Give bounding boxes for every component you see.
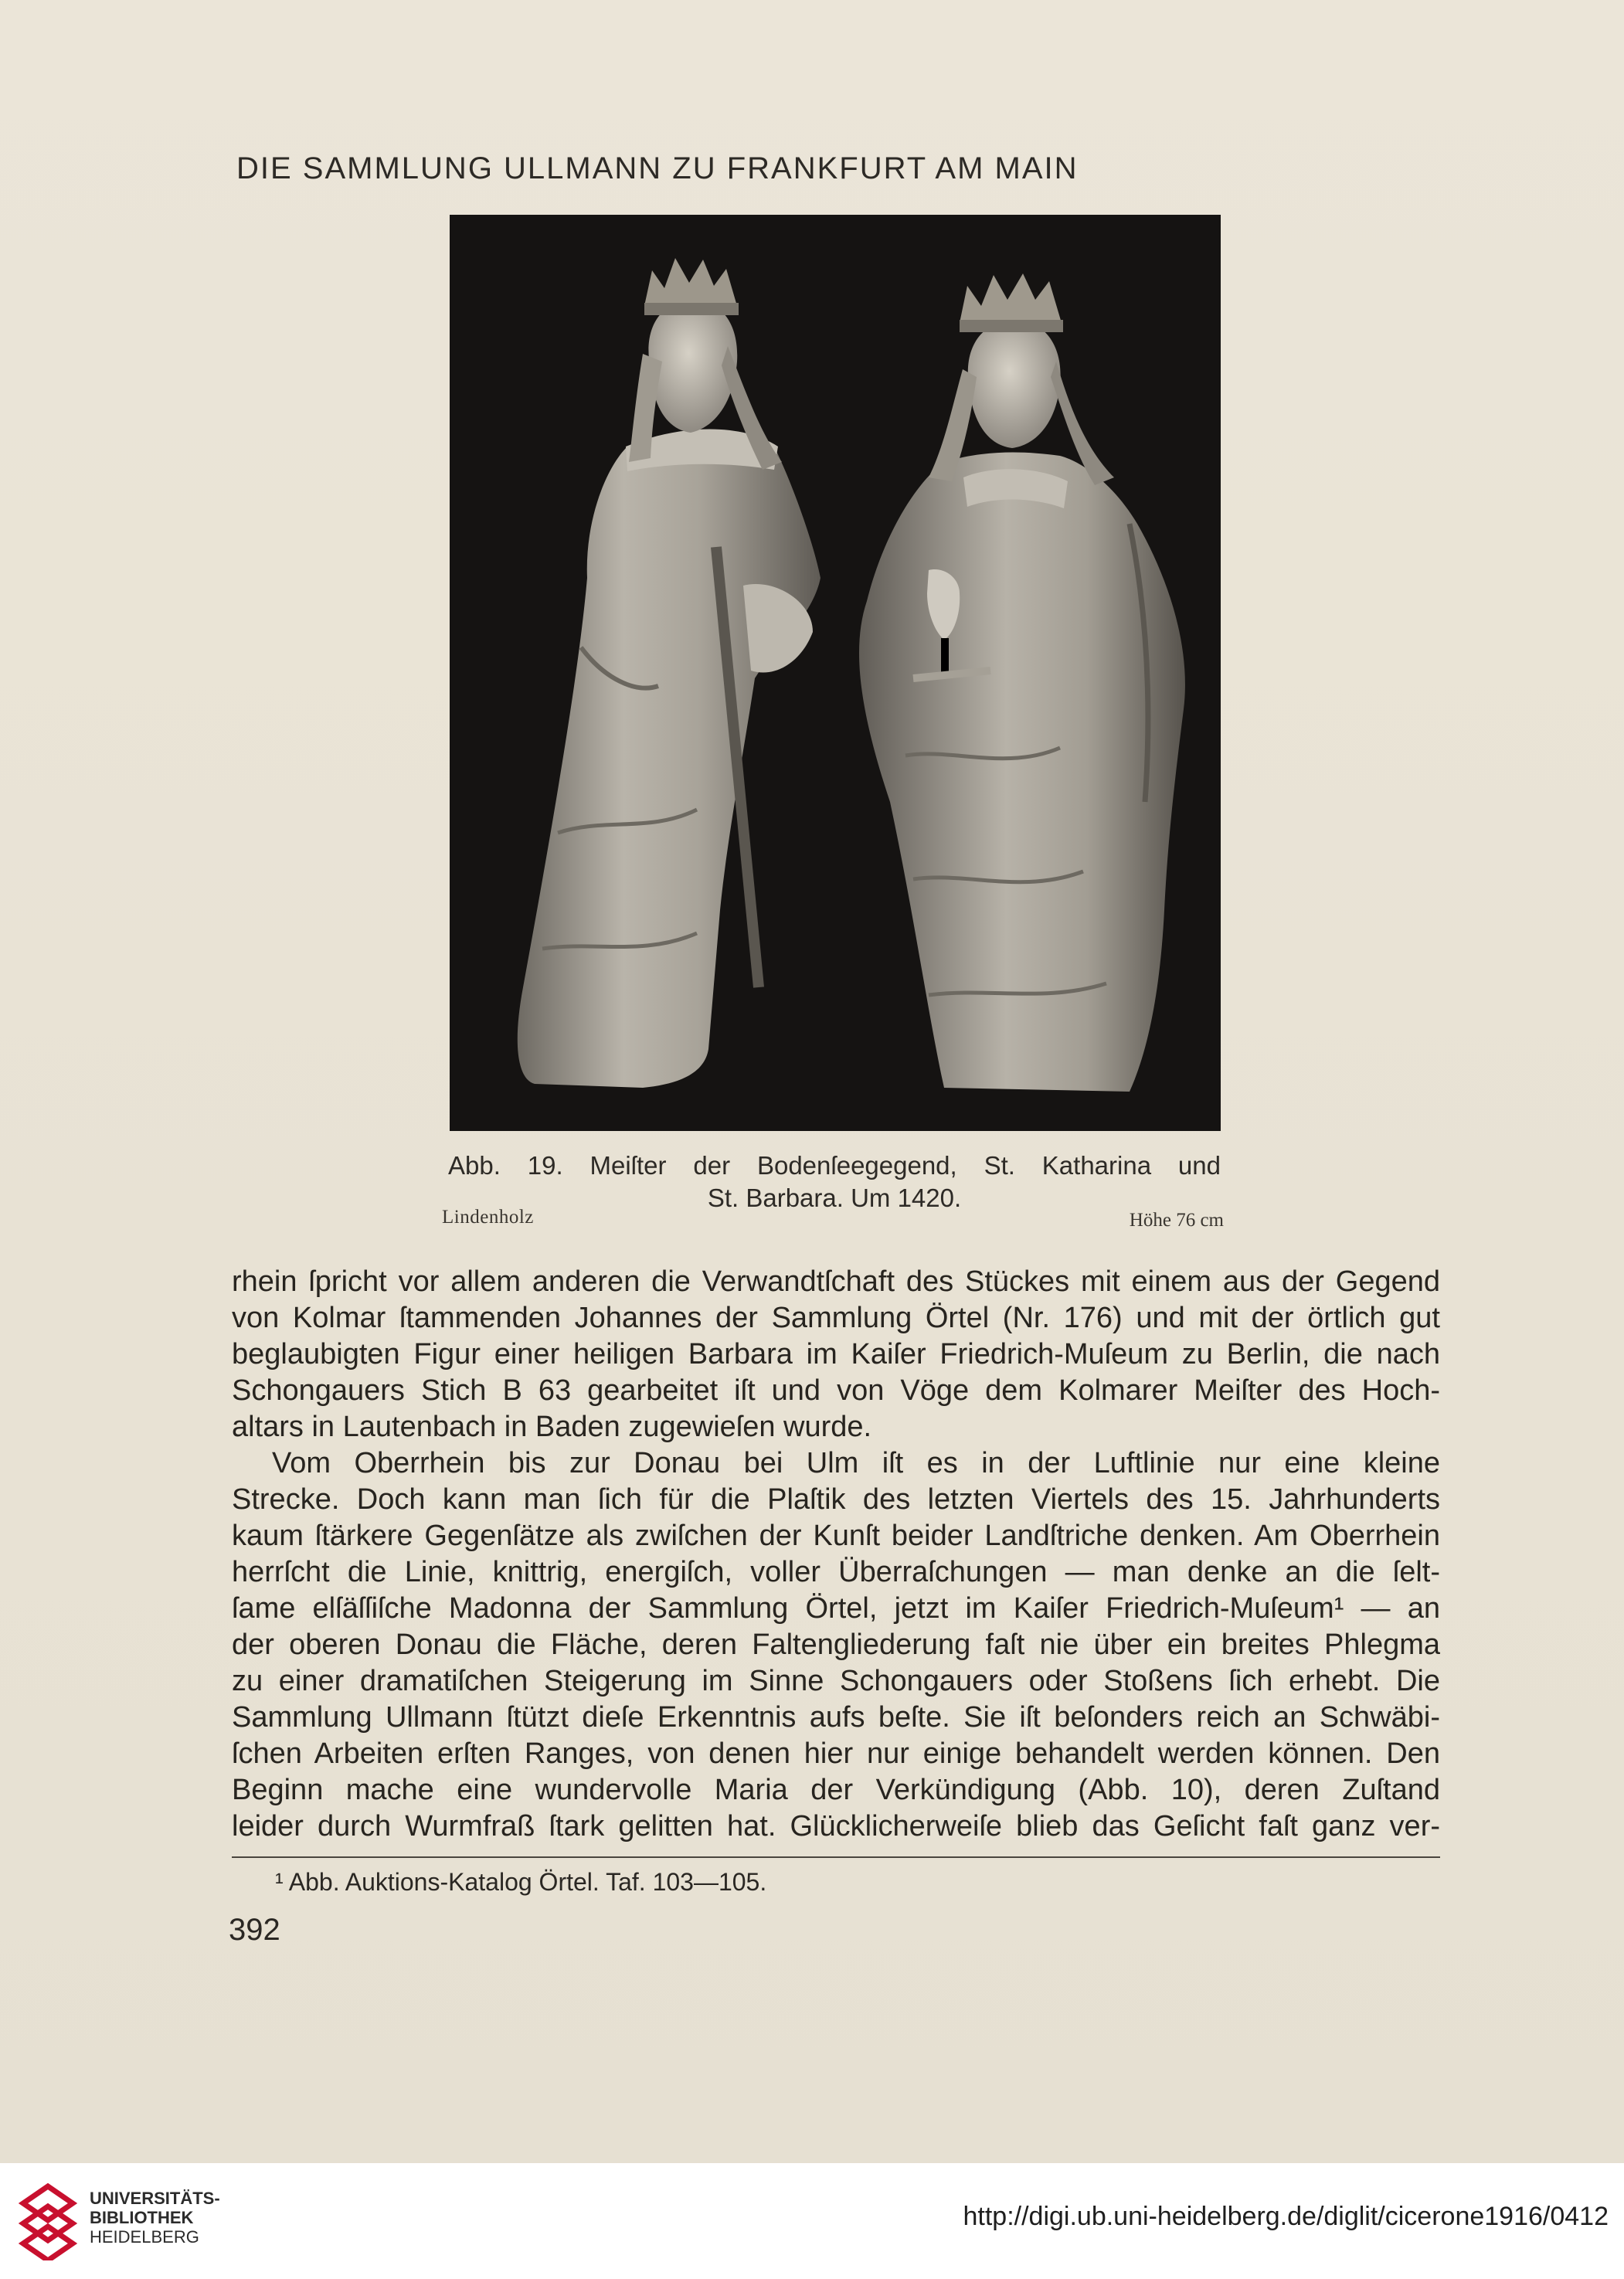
body-line: Vom Oberrhein bis zur Donau bei Ulm iſt es in der Luftlinie nur eine kleine xyxy=(272,1447,1440,1479)
running-head: DIE SAMMLUNG ULLMANN ZU FRANKFURT AM MAIN xyxy=(236,151,1079,185)
library-name-line: UNIVERSITÄTS- xyxy=(90,2189,220,2208)
library-name-line: HEIDELBERG xyxy=(90,2227,199,2247)
body-line: Strecke. Doch kann man ſich für die Plaſtik des letzten Viertels des 15. Jahrhunderts xyxy=(232,1483,1440,1516)
body-line: Beginn mache eine wundervolle Maria der Verkündigung (Abb. 10), deren Zuſtand xyxy=(232,1774,1440,1806)
library-name xyxy=(90,2189,220,2247)
body-line: ſchen Arbeiten erſten Ranges, von denen hier nur einige behandelt werden können. Den xyxy=(232,1737,1440,1770)
body-line: rhein ſpricht vor allem anderen die Verwandtſchaft des Stückes mit einem aus der Gegend xyxy=(232,1265,1440,1298)
library-name-line: BIBLIOTHEK xyxy=(90,2208,194,2227)
body-line: beglaubigten Figur einer heiligen Barbara im Kaiſer Friedrich-Muſeum zu Berlin, die nach xyxy=(232,1338,1440,1370)
body-line: kaum ſtärkere Gegenſätze als zwiſchen der Kunſt beider Landſtriche denken. Am Oberrhein xyxy=(232,1520,1440,1552)
body-line: zu einer dramatiſchen Steigerung im Sinne Schongauers oder Stoßens ſich erhebt. Die xyxy=(232,1665,1440,1697)
body-line: Schongauers Stich B 63 gearbeitet iſt und von Vöge dem Kolmarer Meiſter des Hoch- xyxy=(232,1374,1440,1407)
body-line: von Kolmar ſtammenden Johannes der Sammlung Örtel (Nr. 176) und mit der örtlich gut xyxy=(232,1302,1440,1334)
body-line: leider durch Wurmfraß ſtark gelitten hat. Glücklicherweiſe blieb das Geſicht faſt ganz ver- xyxy=(232,1810,1440,1843)
body-text xyxy=(232,1264,1440,1845)
body-line: der oberen Donau die Fläche, deren Faltengliederung faſt nie über ein breites Phlegma xyxy=(232,1629,1440,1661)
caption-height: Höhe 76 cm xyxy=(1129,1210,1224,1231)
figure-photograph xyxy=(450,215,1221,1131)
body-line: ſame elſäſſiſche Madonna der Sammlung Örtel, jetzt im Kaiſer Friedrich-Muſeum¹ — an xyxy=(232,1592,1440,1625)
caption-material: Lindenholz xyxy=(442,1207,534,1228)
figure-caption xyxy=(448,1150,1221,1214)
caption-line-2: St. Barbara. Um 1420. xyxy=(707,1184,962,1212)
caption-line-1: Abb. 19. Meiſter der Bodenſeegegend, St. Katharina und xyxy=(448,1151,1221,1180)
footnote-rule xyxy=(232,1856,1440,1858)
footnote: ¹ Abb. Auktions-Katalog Örtel. Taf. 103—105. xyxy=(275,1868,767,1896)
permalink-url[interactable]: http://digi.ub.uni-heidelberg.de/diglit/cicerone1916/0412 xyxy=(963,2202,1609,2231)
body-line: altars in Lautenbach in Baden zugewieſen wurde. xyxy=(232,1411,872,1443)
university-library-logo[interactable] xyxy=(17,2180,79,2260)
sculpture-photo-illustration xyxy=(450,215,1221,1131)
body-line: herrſcht die Linie, knittrig, energiſch, voller Überraſchungen — man denke an die ſelt- xyxy=(232,1556,1440,1588)
body-line: Sammlung Ullmann ſtützt dieſe Erkenntnis aufs beſte. Sie iſt beſonders reich an Schwäbi- xyxy=(232,1701,1440,1734)
page-number: 392 xyxy=(229,1913,280,1947)
